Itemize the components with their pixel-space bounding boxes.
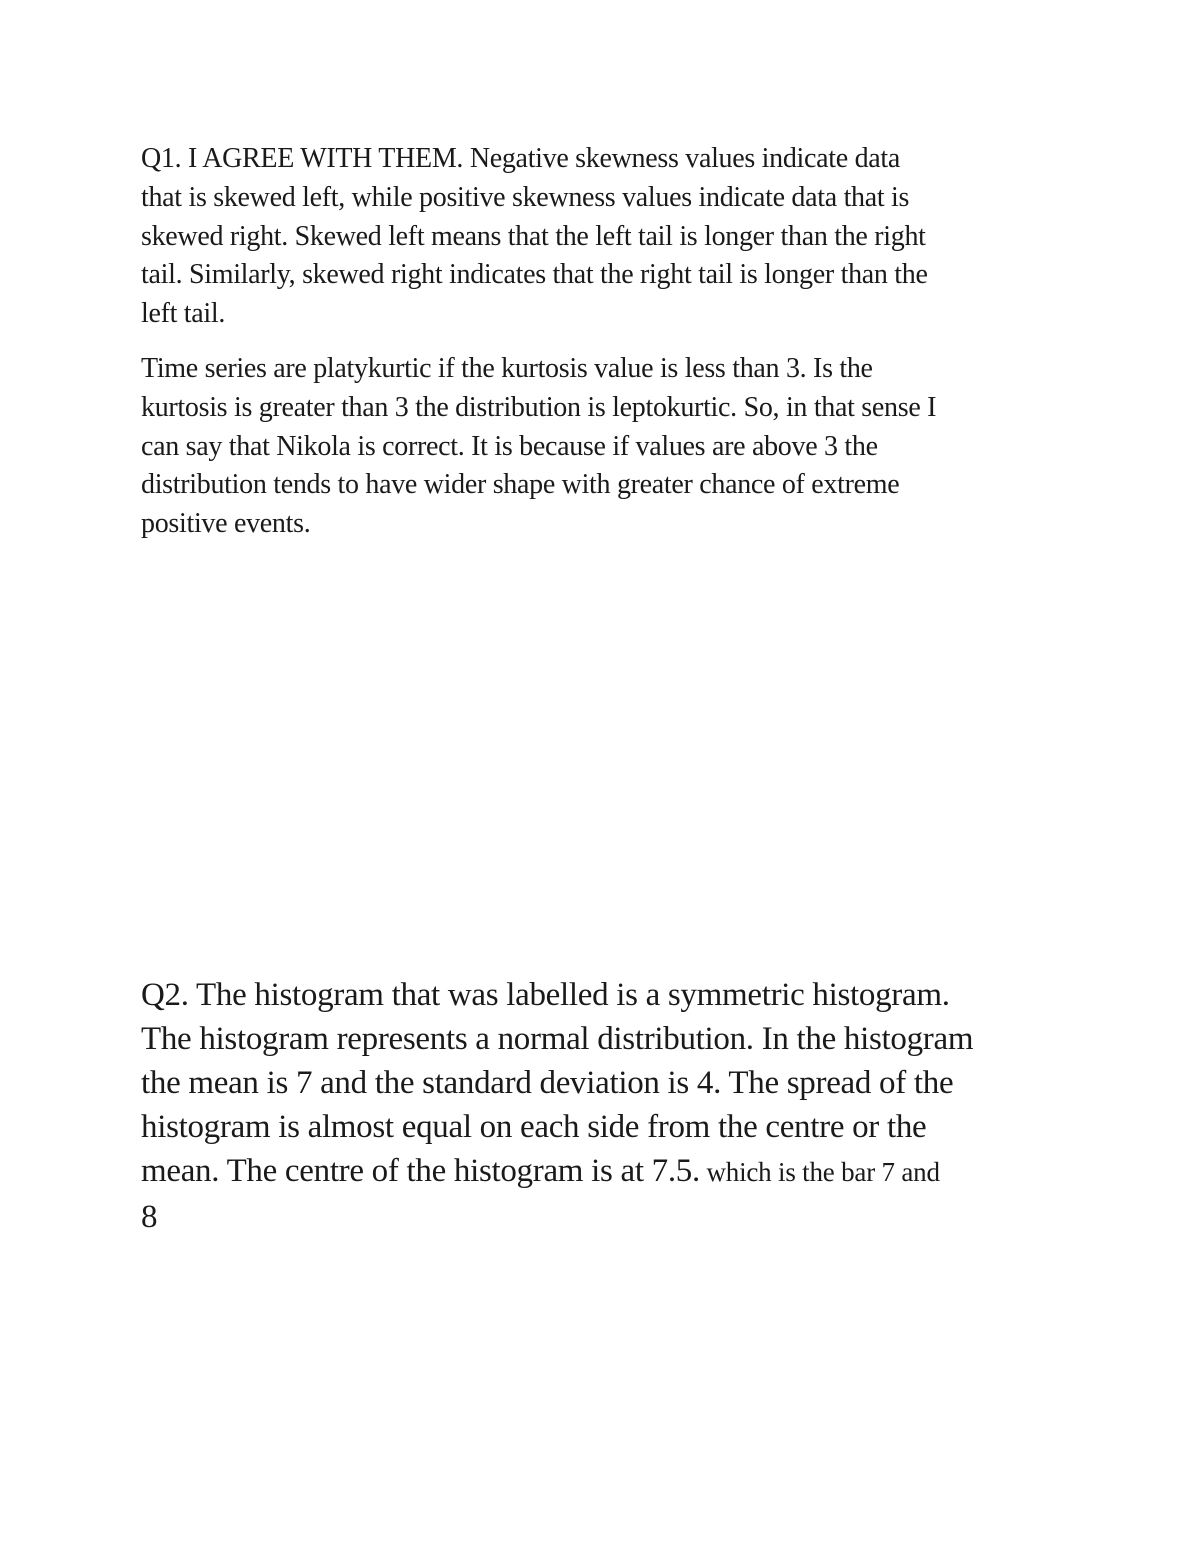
q1-p1-line-5: left tail.: [141, 298, 226, 329]
q1-p1-line-4: tail. Similarly, skewed right indicates that the right tail is longer than the: [141, 259, 928, 290]
q2-line-2: The histogram represents a normal distribution. In the histogram: [141, 1021, 974, 1057]
q1-p1-line-3: skewed right. Skewed left means that the left tail is longer than the right: [141, 221, 926, 252]
q2-line-1: Q2. The histogram that was labelled is a symmetric histogram.: [141, 977, 950, 1013]
q2-line-6: 8: [141, 1199, 158, 1235]
q2-line-3: the mean is 7 and the standard deviation is 4. The spread of the: [141, 1065, 954, 1101]
q1-p2-line-3: can say that Nikola is correct. It is because if values are above 3 the: [141, 431, 878, 462]
q1-p2-line-2: kurtosis is greater than 3 the distribution is leptokurtic. So, in that sense I: [141, 392, 937, 423]
q2-line-5-tail: which is the bar 7 and: [699, 1157, 940, 1187]
q1-p2-line-1: Time series are platykurtic if the kurtosis value is less than 3. Is the: [141, 353, 873, 384]
q1-p2-line-4: distribution tends to have wider shape with greater chance of extreme: [141, 469, 900, 500]
q1-p2-line-5: positive events.: [141, 508, 311, 539]
q2-line-5-main: mean. The centre of the histogram is at 7.5.: [141, 1153, 700, 1189]
q1-p1-line-1: Q1. I AGREE WITH THEM. Negative skewness values indicate data: [141, 143, 901, 174]
q2-line-5: [141, 1153, 940, 1190]
q1-p1-line-2: that is skewed left, while positive skewness values indicate data that is: [141, 182, 910, 213]
q2-line-4: histogram is almost equal on each side from the centre or the: [141, 1109, 927, 1145]
